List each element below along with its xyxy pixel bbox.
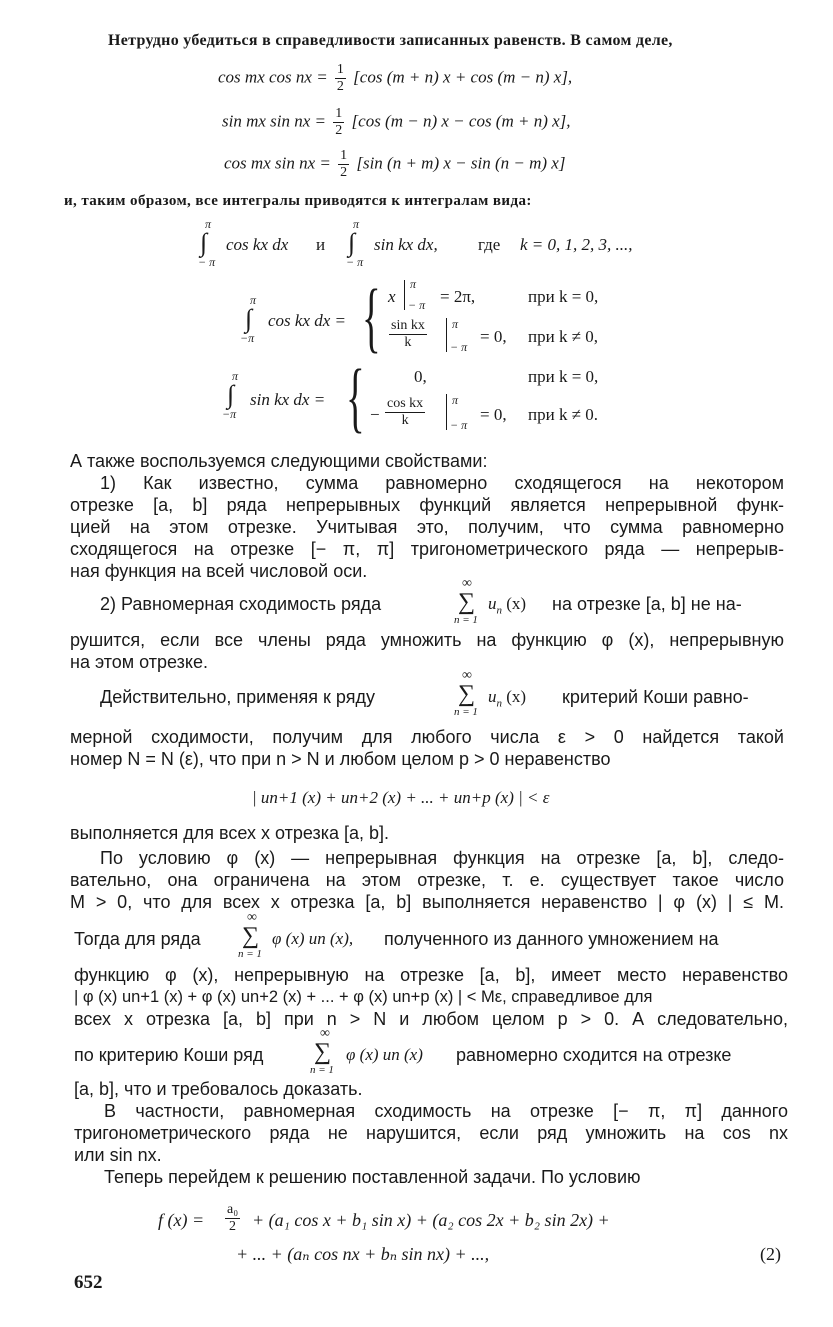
proof2-line-1: По условию φ (x) — непрерывная функция на отрезке [a, b], следо- bbox=[100, 848, 784, 868]
series-rest1: + (a₁ cos x + b₁ sin x) + (a₂ cos 2x + b₂ sin 2x) + bbox=[252, 1210, 610, 1230]
proof3-sum-top: ∞ bbox=[247, 910, 257, 925]
prop2-line-3: на этом отрезке. bbox=[70, 652, 208, 672]
sin-case1-cond: при k = 0, bbox=[528, 367, 599, 386]
identity-2 bbox=[222, 106, 571, 139]
cos-int-lower: −π bbox=[240, 331, 255, 345]
int-where: где bbox=[478, 235, 501, 254]
sin-case2-cond: при k ≠ 0. bbox=[528, 405, 599, 424]
prop2-term: $u_n$ (x) bbox=[488, 594, 527, 617]
sin-int-brace: { bbox=[346, 353, 365, 440]
sin-case2-upper: π bbox=[452, 393, 459, 407]
cos-case1-upper: π bbox=[410, 277, 417, 291]
prop2-sum-top: ∞ bbox=[462, 576, 472, 591]
proof3-line-3: | φ (x) un+1 (x) + φ (x) un+2 (x) + ... + φ (x) un+p (x) | < Mε, справедливое для bbox=[74, 988, 653, 1006]
proof4-after: равномерно сходится на отрезке bbox=[456, 1045, 732, 1065]
equation-number: (2) bbox=[760, 1244, 781, 1264]
proof3-sum-bottom: n = 1 bbox=[238, 948, 262, 960]
proof1-inequality: | un+1 (x) + un+2 (x) + ... + un+p (x) | < ε bbox=[252, 788, 550, 807]
prop1-line-4: сходящегося на отрезке [− π, π] тригонометрического ряда — непрерыв- bbox=[70, 539, 784, 559]
prop1-line-3: цией на этом отрезке. Учитывая это, получим, что сумма равномерно bbox=[70, 517, 784, 537]
proof3-line-4: всех x отрезка [a, b] при n > N и любом целом p > 0. А следовательно, bbox=[74, 1009, 788, 1029]
cos-int-sign: ∫ bbox=[245, 304, 253, 333]
prop1-line-1: 1) Как известно, сумма равномерно сходящегося на некотором bbox=[100, 473, 784, 493]
proof1-after: критерий Коши равно- bbox=[562, 687, 749, 707]
int1-integrand: cos kx dx bbox=[226, 235, 289, 254]
cos-case2-cond: при k ≠ 0, bbox=[528, 327, 599, 346]
identity-2-lhs: sin mx sin nx = bbox=[222, 111, 327, 131]
int1-sign: ∫ bbox=[200, 228, 208, 257]
sin-case2-lower: − π bbox=[450, 418, 468, 432]
proof1-sum-top: ∞ bbox=[462, 668, 472, 683]
cos-case2-frac: $\frac{\text{sin kx}}{k}$ bbox=[391, 318, 425, 350]
proof4-sum-top: ∞ bbox=[320, 1026, 330, 1041]
cos-case1-lower: − π bbox=[408, 298, 426, 312]
proof3-sigma: ∑ bbox=[242, 923, 260, 949]
cos-int-integrand: cos kx dx = bbox=[268, 311, 347, 330]
particular-line-2: тригонометрического ряда не нарушится, если ряд умножить на cos nx bbox=[74, 1123, 788, 1143]
int1-lower: − π bbox=[198, 255, 216, 269]
prop2-line-2: рушится, если все члены ряда умножить на функцию φ (x), непрерывную bbox=[70, 630, 784, 650]
int2-sign: ∫ bbox=[348, 228, 356, 257]
cos-case1-expr: x bbox=[388, 287, 396, 306]
sin-case1-expr: 0, bbox=[414, 367, 427, 386]
cos-case2-result: = 0, bbox=[480, 327, 507, 346]
int-and: и bbox=[316, 235, 326, 254]
int-k-values: k = 0, 1, 2, 3, ..., bbox=[520, 235, 633, 254]
intro-line: Нетрудно убедиться в справедливости записанных равенств. В самом деле, bbox=[108, 32, 673, 49]
series-rest2: + ... + (aₙ cos nx + bₙ sin nx) + ..., bbox=[236, 1244, 490, 1264]
identity-2-rhs: [cos (m − n) x − cos (m + n) x], bbox=[351, 111, 571, 131]
identity-1-rhs: [cos (m + n) x + cos (m − n) x], bbox=[353, 67, 573, 87]
cos-int-brace: { bbox=[362, 273, 381, 360]
proof2-line-2: вательно, она ограничена на этом отрезке, т. е. существует такое число bbox=[70, 870, 784, 890]
proof1-line-2: мерной сходимости, получим для любого числа ε > 0 найдется такой bbox=[70, 727, 784, 747]
proof1-sigma: ∑ bbox=[458, 681, 476, 707]
sin-case2-minus: − bbox=[370, 405, 380, 424]
identity-3-half: $\frac{1}{2}$ bbox=[340, 148, 348, 180]
prop1-line-2: отрезке [a, b] ряда непрерывных функций является непрерывной функ- bbox=[70, 495, 784, 515]
prop2-sigma: ∑ bbox=[458, 589, 476, 615]
proof3-term: φ (x) un (x), bbox=[272, 929, 354, 948]
sin-case2-frac: $\frac{\text{cos kx}}{k}$ bbox=[387, 396, 424, 428]
proof3-after: полученного из данного умножением на bbox=[384, 929, 719, 949]
identity-3-lhs: cos mx sin nx = bbox=[224, 153, 331, 173]
proof4-before: по критерию Коши ряд bbox=[74, 1045, 264, 1065]
prop1-line-5: ная функция на всей числовой оси. bbox=[70, 561, 368, 581]
now-line: Теперь перейдем к решению поставленной задачи. По условию bbox=[104, 1167, 641, 1187]
identity-1-lhs: cos mx cos nx = bbox=[218, 67, 328, 87]
identity-1-half: $\frac{1}{2}$ bbox=[336, 62, 344, 94]
proof4-line-2: [a, b], что и требовалось доказать. bbox=[74, 1079, 363, 1099]
particular-line-3: или sin nx. bbox=[74, 1145, 162, 1165]
cos-case2-upper: π bbox=[452, 317, 459, 331]
proof2-line-3: M > 0, что для всех x отрезка [a, b] выполняется неравенство | φ (x) | ≤ M. bbox=[70, 892, 784, 912]
identity-3-rhs: [sin (n + m) x − sin (n − m) x] bbox=[356, 153, 566, 173]
int2-integrand: sin kx dx, bbox=[374, 235, 438, 254]
cos-case1-result: = 2π, bbox=[440, 287, 476, 306]
proof1-sum-bottom: n = 1 bbox=[454, 706, 478, 718]
sin-case2-bar bbox=[446, 394, 447, 430]
cos-case1-cond: при k = 0, bbox=[528, 287, 599, 306]
proof3-before: Тогда для ряда bbox=[74, 929, 201, 949]
prop2-sum-bottom: n = 1 bbox=[454, 614, 478, 626]
prop2-before: 2) Равномерная сходимость ряда bbox=[100, 594, 382, 614]
prop2-after: на отрезке [a, b] не на- bbox=[552, 594, 742, 614]
proof1-term: $u_n$ (x) bbox=[488, 687, 527, 710]
integrals-intro: и, таким образом, все интегралы приводятся к интегралам вида: bbox=[64, 193, 532, 209]
identity-2-half: $\frac{1}{2}$ bbox=[335, 106, 343, 138]
particular-line-1: В частности, равномерная сходимость на отрезке [− π, π] данного bbox=[104, 1101, 788, 1121]
sin-int-sign: ∫ bbox=[227, 380, 235, 409]
sin-case2-result: = 0, bbox=[480, 405, 507, 424]
cos-case1-bar bbox=[404, 280, 405, 310]
int1-upper: π bbox=[205, 217, 212, 231]
proof4-sum-bottom: n = 1 bbox=[310, 1064, 334, 1076]
identity-3 bbox=[224, 148, 565, 181]
page-number: 652 bbox=[74, 1272, 103, 1293]
int2-lower: − π bbox=[346, 255, 364, 269]
cos-case2-lower: − π bbox=[450, 340, 468, 354]
sin-int-upper: π bbox=[232, 369, 239, 383]
cos-case2-bar bbox=[446, 318, 447, 352]
identity-1 bbox=[218, 62, 572, 95]
cos-int-upper: π bbox=[250, 293, 257, 307]
proof4-sigma: ∑ bbox=[314, 1039, 332, 1065]
series-f: f (x) = bbox=[158, 1210, 205, 1230]
proof4-term: φ (x) un (x) bbox=[346, 1045, 423, 1064]
proof1-line-3: номер N = N (ε), что при n > N и любом целом p > 0 неравенство bbox=[70, 749, 611, 769]
int2-upper: π bbox=[353, 217, 360, 231]
proof1-line-4: выполняется для всех x отрезка [a, b]. bbox=[70, 823, 390, 843]
proof3-line-2: функцию φ (x), непрерывную на отрезке [a, b], имеет место неравенство bbox=[74, 965, 788, 985]
sin-int-integrand: sin kx dx = bbox=[250, 390, 326, 409]
series-a0-frac: $\frac{\text{a₀}}{2}$ bbox=[227, 1202, 239, 1234]
props-intro: А также воспользуемся следующими свойствами: bbox=[70, 451, 488, 471]
proof1-before: Действительно, применяя к ряду bbox=[100, 687, 375, 707]
sin-int-lower: −π bbox=[222, 407, 237, 421]
